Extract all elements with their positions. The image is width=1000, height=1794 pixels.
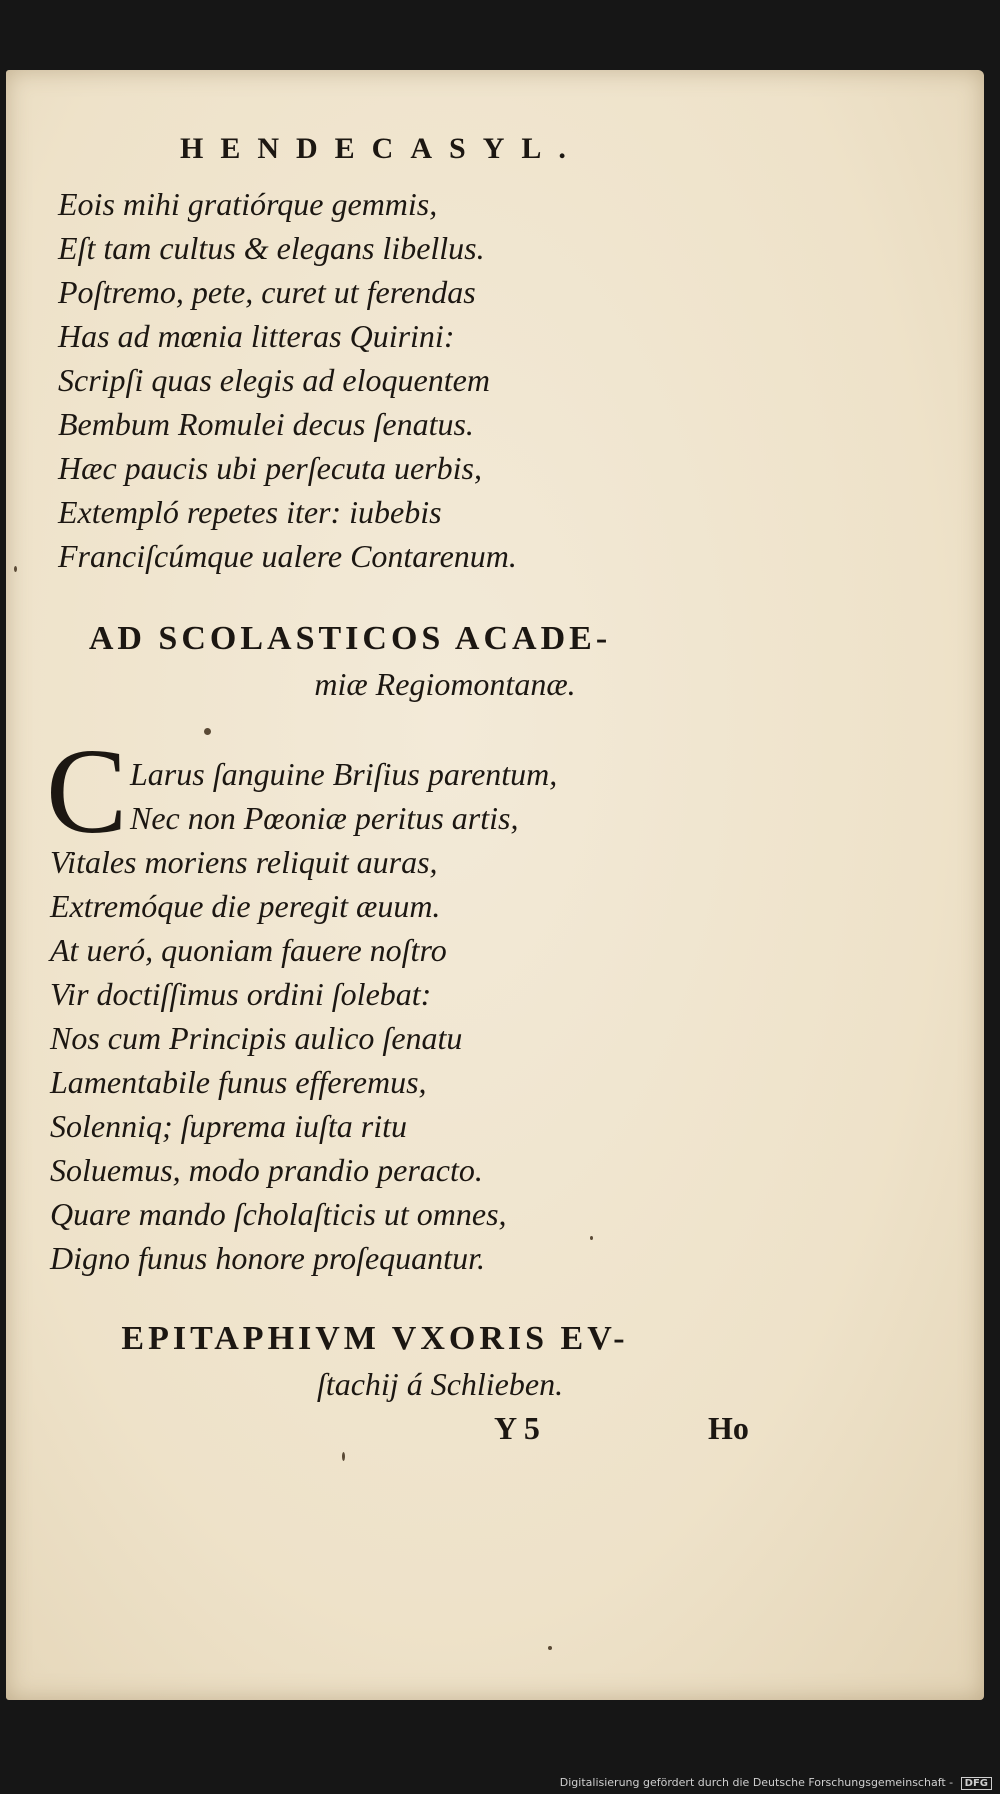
catchword: Ho	[708, 1410, 749, 1446]
verse-line: Scripſi quas elegis ad eloquentem	[58, 362, 490, 398]
verse-line: Hæc paucis ubi perſecuta uerbis,	[58, 450, 482, 486]
section-1-title-rest: miæ Regiomontanæ.	[314, 666, 576, 702]
verse-line: Nec non Pœoniæ peritus artis,	[130, 800, 519, 836]
section-1-title-caps: AD SCOLASTICOS ACADE-	[88, 620, 612, 657]
section-1-poem	[50, 752, 557, 1280]
paper-speck	[590, 1236, 593, 1240]
verse-line: Nos cum Principis aulico ſenatu	[50, 1020, 463, 1056]
signature-mark: Y 5	[494, 1410, 540, 1446]
verse-line: Vir doctiſſimus ordini ſolebat:	[50, 976, 432, 1012]
verse-line: Larus ſanguine Briſius parentum,	[130, 756, 558, 792]
verse-line: Extempló repetes iter: iubebis	[58, 494, 442, 530]
section-2-title-caps: EPITAPHIVM VXORIS EV-	[121, 1320, 629, 1357]
verse-line: Poſtremo, pete, curet ut ferendas	[58, 274, 476, 310]
paper-speck	[342, 1452, 345, 1461]
verse-line: Extremóque die peregit æuum.	[50, 888, 441, 924]
verse-line: Eſt tam cultus & elegans libellus.	[58, 230, 485, 266]
section-1-title	[0, 620, 700, 703]
paper-speck	[204, 728, 211, 735]
poem-continuation	[58, 182, 517, 578]
verse-line: Lamentabile funus efferemus,	[50, 1064, 427, 1100]
footer-text: Digitalisierung gefördert durch die Deutsche Forschungsgemeinschaft -	[559, 1776, 954, 1789]
verse-line: Bembum Romulei decus ſenatus.	[58, 406, 474, 442]
dfg-logo: DFG	[961, 1777, 992, 1790]
verse-line: Digno funus honore proſequantur.	[50, 1240, 485, 1276]
verse-line: Solenniq; ſuprema iuſta ritu	[50, 1108, 408, 1144]
section-2-title	[0, 1320, 700, 1403]
verse-line: Eois mihi gratiórque gemmis,	[58, 186, 438, 222]
digitization-footer	[560, 1776, 992, 1790]
verse-line: At ueró, quoniam fauere noſtro	[50, 932, 447, 968]
verse-line: Vitales moriens reliquit auras,	[50, 844, 438, 880]
paper-speck	[14, 566, 17, 572]
paper-speck	[548, 1646, 552, 1650]
verse-line: Soluemus, modo prandio peracto.	[50, 1152, 483, 1188]
verse-line: Has ad mœnia litteras Quirini:	[58, 318, 455, 354]
running-head: HENDECASYL.	[180, 132, 583, 165]
verse-line: Quare mando ſcholaſticis ut omnes,	[50, 1196, 507, 1232]
verse-line: Franciſcúmque ualere Contarenum.	[58, 538, 517, 574]
drop-cap: C	[46, 724, 128, 859]
section-2-title-rest: ſtachij á Schlieben.	[316, 1366, 564, 1402]
